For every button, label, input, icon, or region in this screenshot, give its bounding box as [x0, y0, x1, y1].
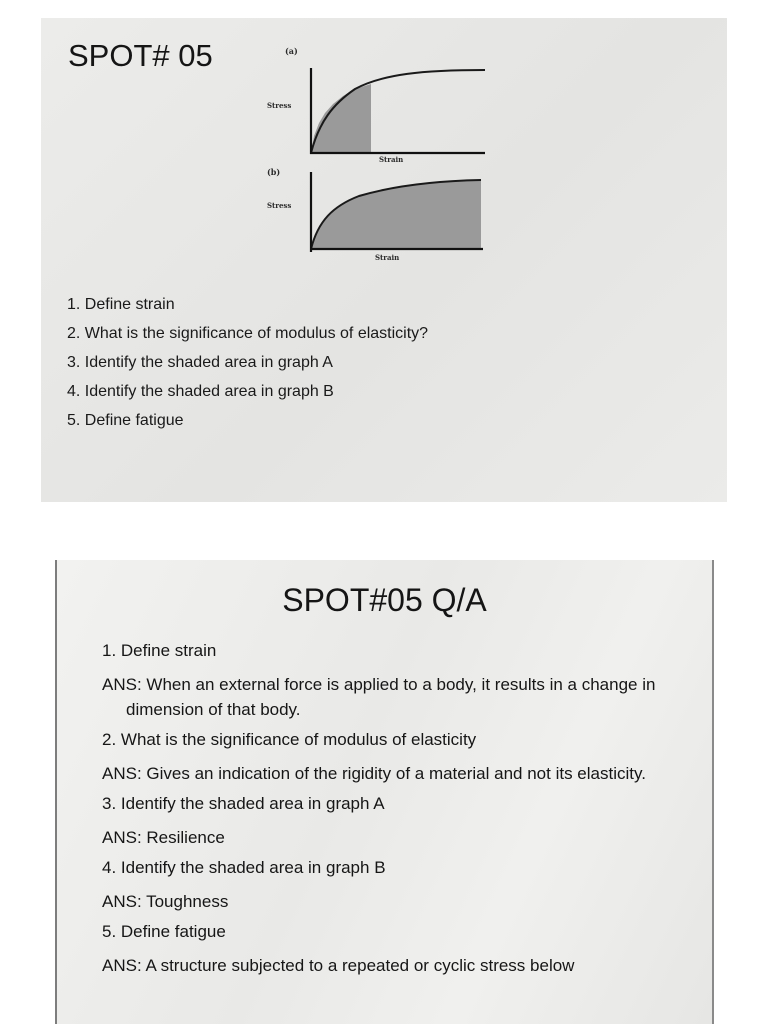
stress-strain-graph-a [263, 44, 497, 164]
question-item: 3. Identify the shaded area in graph A [67, 354, 333, 371]
shaded-area-b [311, 180, 481, 249]
shaded-area-a [311, 84, 371, 153]
spot-answer-slide [55, 560, 714, 1024]
graph-a-y-label: Stress [267, 101, 292, 110]
qa-question: 2. What is the significance of modulus of elasticity [102, 730, 477, 749]
question-list [67, 290, 428, 435]
stress-strain-graph-b [263, 166, 497, 266]
qa-list [102, 640, 702, 985]
question-item: 4. Identify the shaded area in graph B [67, 383, 334, 400]
slide-title: SPOT#05 Q/A [282, 582, 487, 618]
qa-question: 5. Define fatigue [102, 922, 226, 941]
graph-b-x-label: Strain [375, 253, 400, 262]
question-item: 1. Define strain [67, 296, 175, 313]
qa-answer: ANS: When an external force is applied to a body, it results in a change in dimension of that body. [102, 675, 656, 719]
spot-question-slide [41, 18, 727, 502]
graph-a-tag: (a) [285, 46, 298, 56]
qa-answer: ANS: A structure subjected to a repeated or cyclic stress below [102, 956, 575, 975]
qa-question: 3. Identify the shaded area in graph A [102, 794, 385, 813]
graph-a-x-label: Strain [379, 155, 404, 164]
qa-answer: ANS: Resilience [102, 828, 225, 847]
slide-title: SPOT# 05 [68, 38, 213, 73]
graph-b-y-label: Stress [267, 201, 292, 210]
qa-question: 1. Define strain [102, 641, 217, 660]
question-item: 2. What is the significance of modulus of elasticity? [67, 325, 429, 342]
qa-question: 4. Identify the shaded area in graph B [102, 858, 386, 877]
graph-b-tag: (b) [267, 167, 281, 177]
qa-answer: ANS: Gives an indication of the rigidity of a material and not its elasticity. [102, 764, 646, 783]
question-item: 5. Define fatigue [67, 412, 184, 429]
qa-answer: ANS: Toughness [102, 892, 229, 911]
